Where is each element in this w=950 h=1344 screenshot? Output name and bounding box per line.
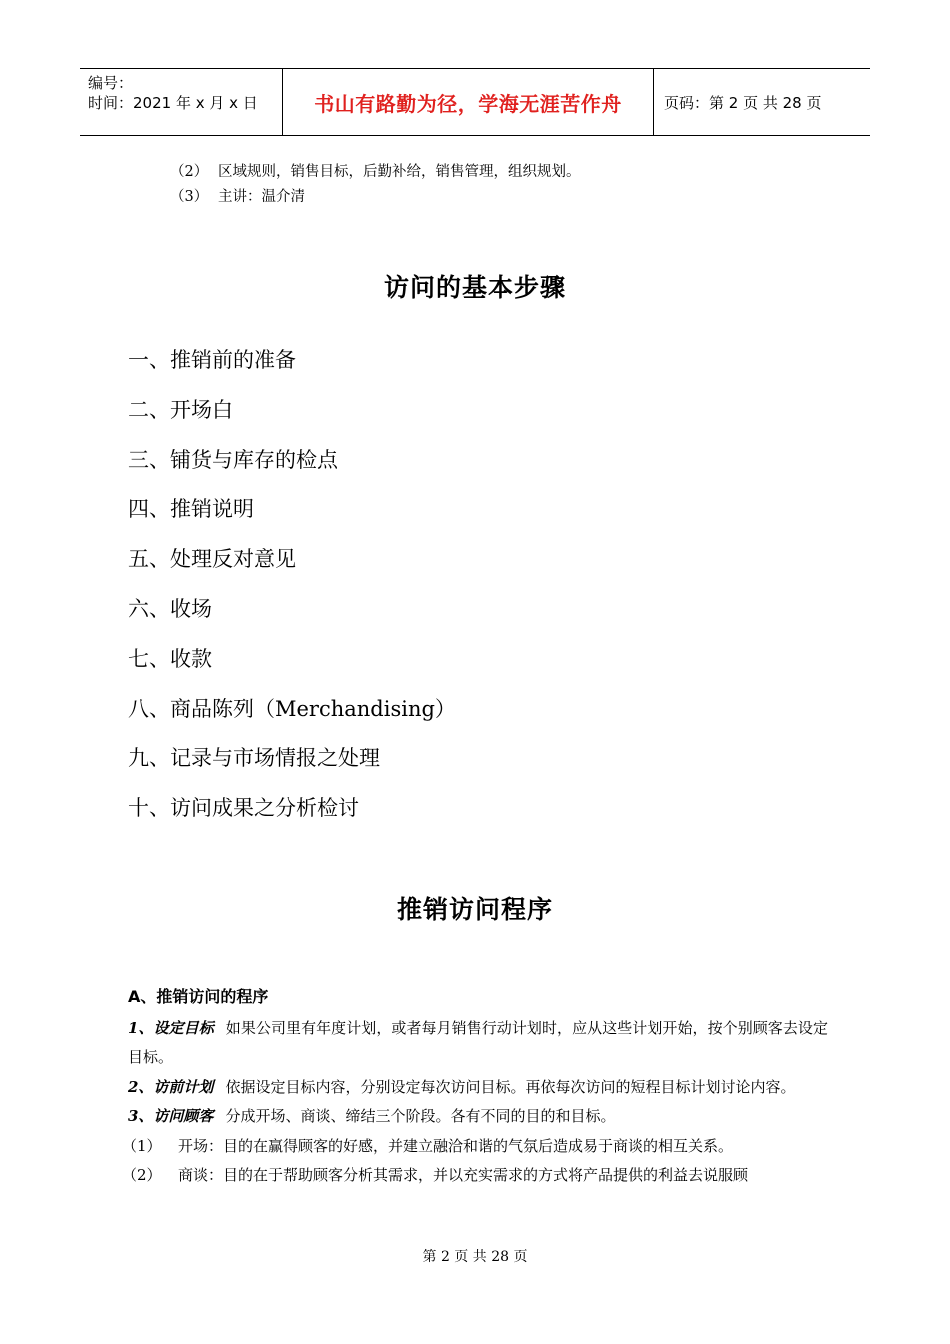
subitem-number: （2） bbox=[122, 1166, 162, 1184]
step-item: 八、商品陈列（Merchandising） bbox=[128, 696, 456, 721]
procedure-subtitle: A、推销访问的程序 bbox=[128, 987, 269, 1006]
step-item: 十、访问成果之分析检讨 bbox=[128, 796, 359, 821]
step-item: 一、推销前的准备 bbox=[128, 348, 296, 372]
document-header bbox=[80, 68, 870, 136]
intro-list bbox=[170, 160, 581, 210]
procedure-item bbox=[128, 1014, 828, 1073]
procedure-item-text: 分成开场、商谈、缔结三个阶段。各有不同的目的和目标。 bbox=[225, 1107, 616, 1125]
procedure-item-label: 3、访问顾客 bbox=[128, 1107, 214, 1125]
sales-visit-procedure bbox=[122, 982, 828, 1191]
procedure-subitem bbox=[122, 1161, 828, 1191]
section-title-basic-steps: 访问的基本步骤 bbox=[383, 273, 566, 302]
list-item-number: （2） bbox=[170, 164, 209, 180]
step-item: 五、处理反对意见 bbox=[128, 547, 296, 572]
step-item: 七、收款 bbox=[128, 646, 212, 671]
step-item: 四、推销说明 bbox=[128, 497, 254, 522]
header-motto: 书山有路勤为径，学海无涯苦作舟 bbox=[314, 91, 622, 116]
procedure-item-text: 如果公司里有年度计划，或者每月销售行动计划时，应从这些计划开始，按个别顾客去设定目标。 bbox=[128, 1018, 828, 1066]
list-item bbox=[170, 160, 581, 185]
list-item-text: 区域规则，销售目标，后勤补给，销售管理，组织规划。 bbox=[218, 164, 581, 180]
header-page-info: 页码：第 2 页 共 28 页 bbox=[664, 93, 822, 112]
list-item bbox=[170, 185, 581, 210]
header-meta bbox=[80, 69, 282, 135]
subitem-text: 开场：目的在赢得顾客的好感，并建立融洽和谐的气氛后造成易于商谈的相互关系。 bbox=[178, 1136, 734, 1155]
procedure-item bbox=[128, 1102, 828, 1132]
subitem-number: （1） bbox=[122, 1136, 162, 1155]
step-item: 二、开场白 bbox=[128, 397, 233, 422]
procedure-subitem bbox=[122, 1132, 828, 1162]
subitem-text: 商谈：目的在于帮助顾客分析其需求，并以充实需求的方式将产品提供的利益去说服顾 bbox=[178, 1166, 749, 1184]
page-footer: 第 2 页 共 28 页 bbox=[422, 1249, 528, 1265]
step-item: 六、收场 bbox=[128, 596, 212, 621]
procedure-item bbox=[128, 1073, 828, 1103]
list-item-number: （3） bbox=[170, 189, 209, 205]
step-item: 三、铺货与库存的检点 bbox=[128, 447, 338, 472]
header-motto-cell bbox=[282, 69, 654, 135]
step-item: 九、记录与市场情报之处理 bbox=[128, 746, 380, 771]
list-item-text: 主讲：温介清 bbox=[218, 189, 305, 205]
procedure-item-text: 依据设定目标内容，分别设定每次访问目标。再依每次访问的短程目标计划讨论内容。 bbox=[225, 1077, 796, 1096]
time-label: 时间：2021 年 x 月 x 日 bbox=[88, 94, 258, 112]
procedure-item-label: 1、设定目标 bbox=[128, 1018, 214, 1037]
section-title-sales-visit: 推销访问程序 bbox=[396, 895, 553, 924]
procedure-item-label: 2、访前计划 bbox=[128, 1077, 214, 1096]
basic-steps-list bbox=[128, 346, 456, 844]
number-label: 编号： bbox=[88, 74, 134, 92]
